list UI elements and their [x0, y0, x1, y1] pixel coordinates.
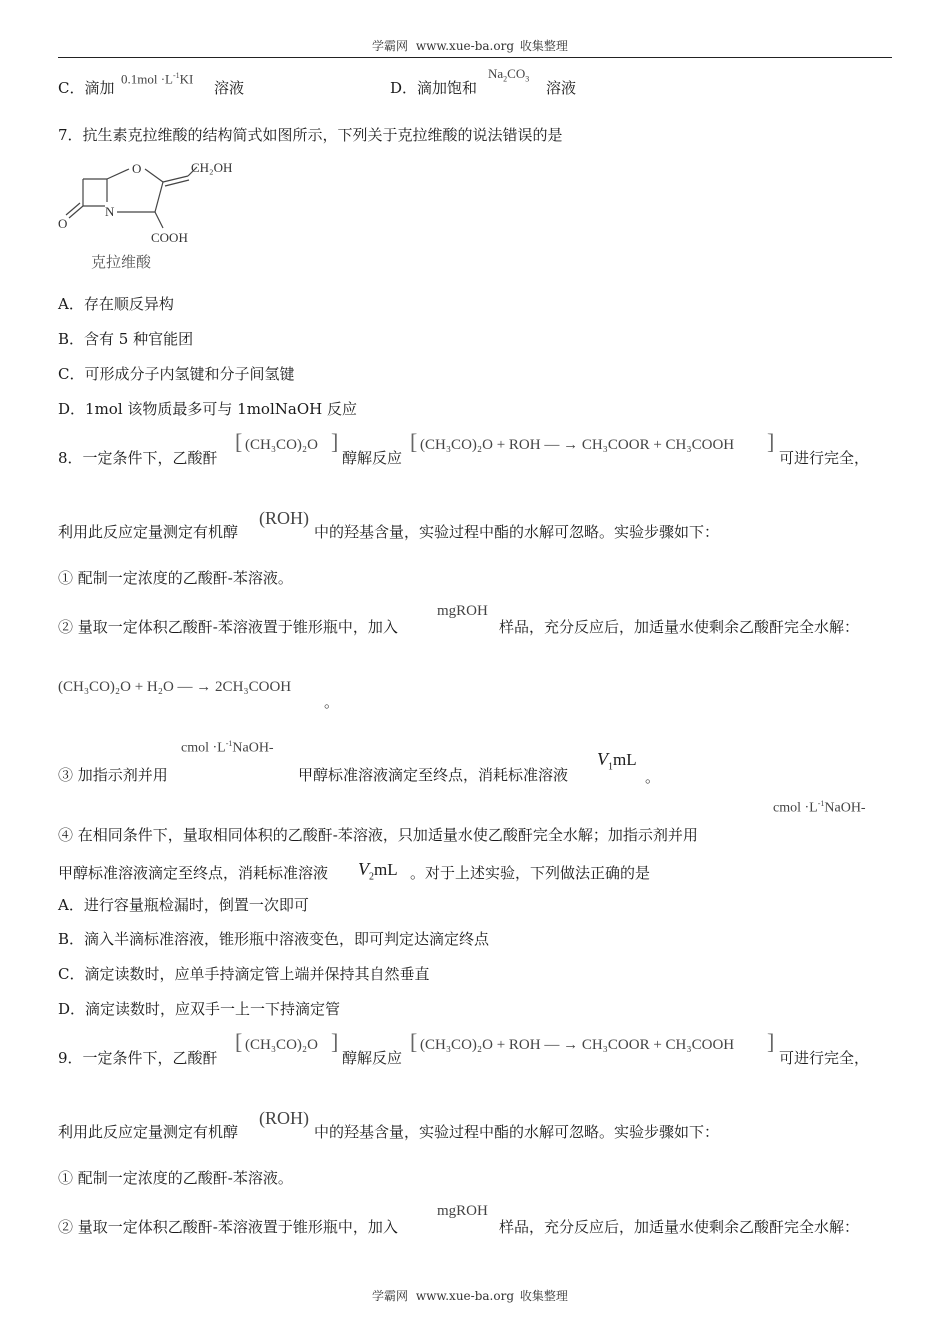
page-header	[372, 40, 568, 52]
q8-hydrolysis-period: 。	[324, 693, 340, 711]
q8-naoh-reagent: cmol $\cdot L^{-1}NaOH-$	[181, 739, 274, 756]
footer-note: 收集整理	[519, 1289, 568, 1303]
q8-v2: $V_2mL$	[358, 859, 398, 883]
q9-line2-a: 利用此反应定量测定有机醇	[58, 1123, 239, 1141]
q8-step1: ① 配制一定浓度的乙酸酐-苯溶液。	[58, 569, 293, 587]
q8-lead: 8．一定条件下，乙酸酐	[58, 449, 218, 467]
q7-option-d: D．1mol 该物质最多可与 1molNaOH 反应	[58, 400, 357, 418]
q8-bracket-right-1: ]	[331, 429, 339, 454]
q8-step4b-a: 甲醇标准溶液滴定至终点，消耗标准溶液	[58, 864, 329, 882]
q9-mgroh: mgROH	[437, 1203, 488, 1219]
q8-step2-a: ② 量取一定体积乙酸酐-苯溶液置于锥形瓶中，加入	[58, 618, 398, 636]
footer-url[interactable]: www.xue-ba.org	[415, 1289, 514, 1303]
q6-c-label: C．滴加	[58, 79, 115, 97]
q9-mid: 醇解反应	[342, 1049, 403, 1067]
q9-bracket-right-2: ]	[767, 1029, 775, 1054]
q9-bracket-right-1: ]	[331, 1029, 339, 1054]
q8-option-a: A．进行容量瓶检漏时，倒置一次即可	[58, 896, 309, 914]
q6-d-formula: $Na_2CO_3$	[488, 66, 530, 84]
footer-site: 学霸网	[372, 1289, 409, 1303]
header-rule	[58, 57, 892, 58]
q7-option-c: C．可形成分子内氢键和分子间氢键	[58, 365, 295, 383]
q6-d-tail: 溶液	[546, 79, 577, 97]
q8-line2-a: 利用此反应定量测定有机醇	[58, 523, 239, 541]
q6-option-d: D．滴加饱和	[390, 79, 478, 97]
q7-stem: 7．抗生素克拉维酸的结构简式如图所示，下列关于克拉维酸的说法错误的是	[58, 126, 563, 144]
clavulanic-acid-structure	[55, 150, 255, 275]
q6-c-tail: 溶液	[214, 79, 245, 97]
q8-step3-end: 。	[645, 768, 661, 786]
structure-ring-oxygen: O	[132, 161, 142, 176]
q8-bracket-left-1: [	[235, 429, 243, 454]
q8-line2-b: 中的羟基含量，实验过程中酯的水解可忽略。实验步骤如下：	[314, 523, 720, 541]
q9-lead: 9．一定条件下，乙酸酐	[58, 1049, 218, 1067]
q8-naoh-reagent-2: cmol $\cdot L^{-1}NaOH-$	[773, 799, 866, 816]
q9-step1: ① 配制一定浓度的乙酸酐-苯溶液。	[58, 1169, 293, 1187]
q8-tail: 可进行完全，	[779, 449, 870, 467]
q9-bracket-left-1: [	[235, 1029, 243, 1054]
q9-step2-a: ② 量取一定体积乙酸酐-苯溶液置于锥形瓶中，加入	[58, 1218, 398, 1236]
q9-roh: (ROH)	[259, 1108, 309, 1128]
q8-step4: ④ 在相同条件下，量取相同体积的乙酸酐-苯溶液，只加适量水使乙酸酐完全水解；加指示剂并用	[58, 826, 698, 844]
q8-option-d: D．滴定读数时，应双手一上一下持滴定管	[58, 1000, 341, 1018]
q8-v1: $V_1mL$	[597, 749, 637, 773]
q7-option-b: B．含有 5 种官能团	[58, 330, 194, 348]
header-site: 学霸网	[372, 39, 409, 53]
q6-option-c	[58, 81, 114, 96]
q8-bracket-left-2: [	[410, 429, 418, 454]
header-note: 收集整理	[519, 39, 568, 53]
q9-bracket-left-2: [	[410, 1029, 418, 1054]
structure-bonds	[66, 167, 197, 228]
q8-mgroh: mgROH	[437, 603, 488, 619]
q8-hydrolysis-formula: (CH₃CO)₂O + H₂O — → 2CH₃COOH	[58, 679, 292, 695]
structure-nitrogen: N	[105, 204, 115, 219]
page-footer	[372, 1290, 568, 1302]
q8-step3-a: ③ 加指示剂并用	[58, 766, 168, 784]
structure-caption: 克拉维酸	[91, 253, 152, 271]
q8-option-c: C．滴定读数时，应单手持滴定管上端并保持其自然垂直	[58, 965, 430, 983]
structure-carbonyl-oxygen: O	[58, 216, 68, 231]
q8-anhydride-formula: (CH₃CO)₂O	[245, 437, 318, 453]
q7-option-a: A．存在顺反异构	[58, 295, 174, 313]
q8-step3-b: 甲醇标准溶液滴定至终点，消耗标准溶液	[298, 766, 569, 784]
q8-step4b-b: 。对于上述实验，下列做法正确的是	[410, 864, 651, 882]
q8-reaction-formula: (CH₃CO)₂O + ROH — → CH₃COOR + CH₃COOH	[420, 437, 735, 453]
header-url[interactable]: www.xue-ba.org	[415, 39, 514, 53]
q9-tail: 可进行完全，	[779, 1049, 870, 1067]
q6-c-formula: $0.1mol \cdot L^{-1}KI$	[121, 71, 194, 87]
q8-roh: (ROH)	[259, 508, 309, 528]
q8-step2-b: 样品，充分反应后，加适量水使剩余乙酸酐完全水解：	[499, 618, 860, 636]
q9-line2-b: 中的羟基含量，实验过程中酯的水解可忽略。实验步骤如下：	[314, 1123, 720, 1141]
structure-ch2oh: CH₂OH	[191, 160, 233, 175]
q8-bracket-right-2: ]	[767, 429, 775, 454]
q9-step2-b: 样品，充分反应后，加适量水使剩余乙酸酐完全水解：	[499, 1218, 860, 1236]
q8-mid: 醇解反应	[342, 449, 403, 467]
q8-option-b: B．滴入半滴标准溶液，锥形瓶中溶液变色，即可判定达滴定终点	[58, 930, 490, 948]
q9-anhydride-formula: (CH₃CO)₂O	[245, 1037, 318, 1053]
q9-reaction-formula: (CH₃CO)₂O + ROH — → CH₃COOR + CH₃COOH	[420, 1037, 735, 1053]
structure-cooh: COOH	[151, 230, 188, 245]
